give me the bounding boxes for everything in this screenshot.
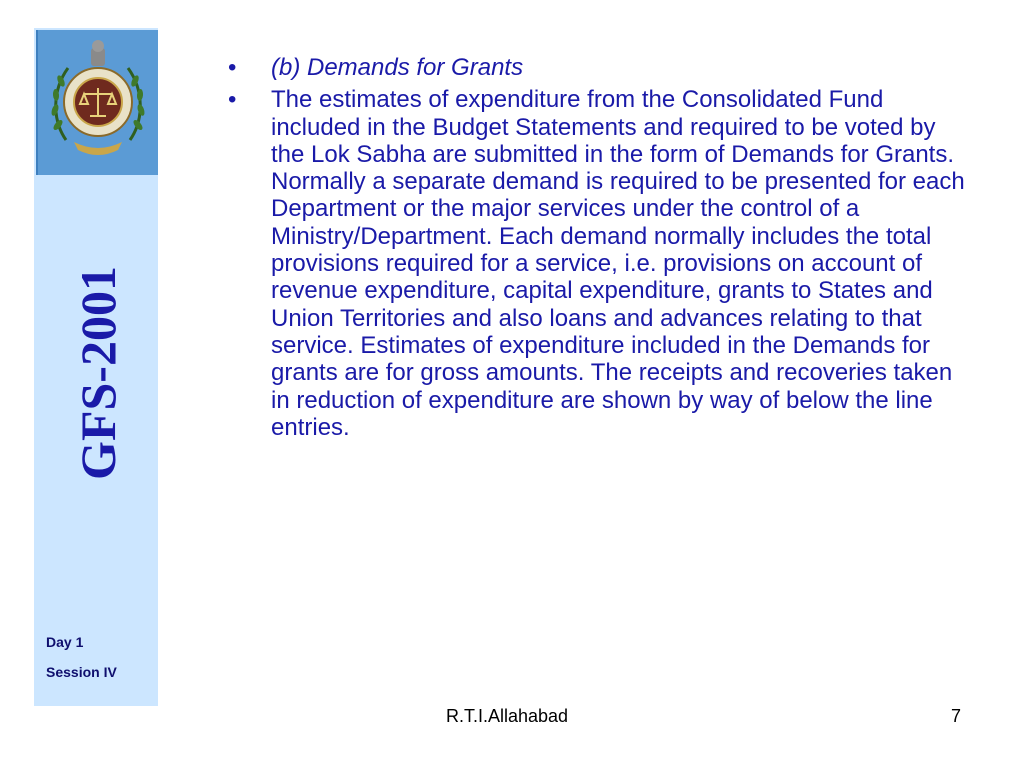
vertical-title — [58, 223, 138, 523]
page-number: 7 — [951, 706, 962, 726]
bullet-body — [228, 86, 968, 441]
course-title: GFS-2001 — [70, 266, 126, 480]
emblem-seal-icon — [38, 30, 158, 175]
logo-panel — [36, 30, 158, 175]
footer-institute: R.T.I.Allahabad — [446, 706, 569, 726]
sidebar — [34, 28, 158, 706]
bullet-body-text: The estimates of expenditure from the Consolidated Fund included in the Budget Statements and required to be voted by the Lok Sabha are submitted in the form of Demands for Grants. Normally a separate demand is required to be presented for each Department or the major services under the control of a Ministry/Department. Each demand normally includes the total provisions required for a service, i.e. provisions on account of revenue expenditure, capital expenditure, grants to States and Union Territories and also loans and advances relating to that service. Estimates of expenditure included in the Demands for grants are for gross amounts. The receipts and recoveries taken in reduction of expenditure are shown by way of below the line entries. — [271, 86, 965, 441]
slide-content — [228, 54, 968, 446]
bullet-marker: • — [228, 86, 237, 114]
bullet-heading — [228, 54, 968, 81]
bullet-heading-text: (b) Demands for Grants — [271, 54, 524, 81]
session-label: Session IV — [46, 664, 117, 680]
bullet-marker: • — [228, 54, 237, 81]
day-label: Day 1 — [46, 634, 84, 650]
